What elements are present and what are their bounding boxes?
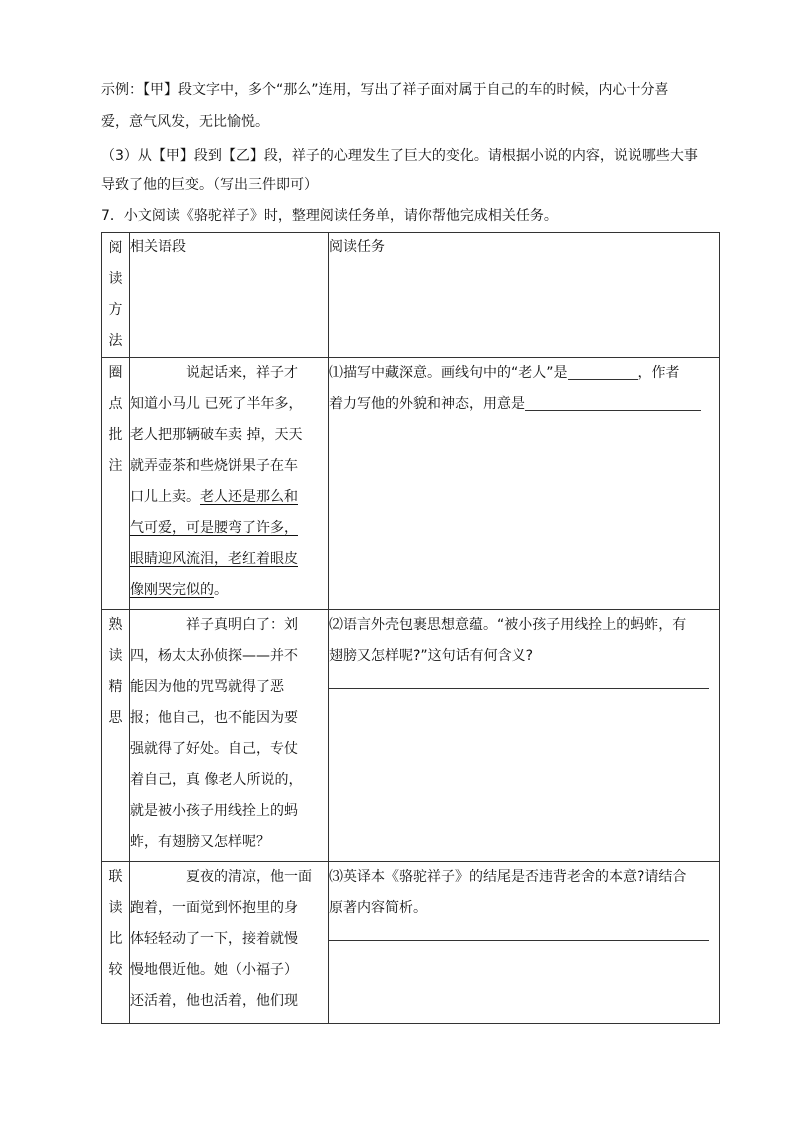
task-2-text-2: 翅膀又怎样呢?”这句话有何含义?: [329, 648, 534, 664]
header-method-char: 读: [108, 271, 123, 287]
task-cell-3: [329, 862, 720, 1024]
table-header-row: [102, 233, 720, 358]
method-char: 较: [108, 962, 123, 978]
passage-line: 就是被小孩子用线拴上的蚂: [130, 803, 298, 819]
method-char: 点: [108, 396, 123, 412]
passage-line: 能因为他的咒骂就得了恶: [130, 679, 284, 695]
underlined-sentence: 眼睛迎风流泪，老红着眼皮: [130, 551, 298, 567]
passage-line: 着自己，真 像老人所说的，: [130, 772, 303, 788]
passage-line: 祥子真明白了：刘: [186, 617, 298, 633]
header-method-cell: [102, 233, 130, 358]
example-line-1: 示例：【甲】段文字中，多个“那么”连用，写出了祥子面对属于自己的车的时候，内心十分喜: [101, 82, 669, 98]
table-row-study: [102, 610, 720, 862]
passage-line: 体轻轻动了一下，接着就慢: [130, 931, 298, 947]
example-line-2: 爱，意气风发，无比愉悦。: [101, 114, 269, 130]
question-3-line-1: （3）从【甲】段到【乙】段，祥子的心理发生了巨大的变化。请根据小说的内容，说说哪些大事: [101, 148, 698, 164]
method-char: 联: [108, 869, 123, 885]
passage-line: 四，杨太太孙侦探——并不: [130, 648, 298, 664]
task-1-text-end: ，作者: [637, 365, 680, 381]
header-passage: 相关语段: [130, 233, 329, 358]
passage-cell-annotate: [130, 358, 329, 610]
method-char: 圈: [108, 365, 123, 381]
task-1-text: ⑴描写中藏深意。画线句中的“老人”是: [329, 365, 568, 381]
passage-line: 就弄壶茶和些烧饼果子在车: [130, 458, 298, 474]
method-cell-annotate: [102, 358, 130, 610]
question-3-line-2: 导致了他的巨变。（写出三件即可）: [101, 177, 318, 193]
passage-line: 慢地偎近他。她（小福子）: [130, 962, 298, 978]
method-char: 熟: [108, 617, 123, 633]
passage-line: 报；他自己，也不能因为要: [130, 710, 298, 726]
answer-line[interactable]: [329, 934, 709, 941]
table-row-annotate: [102, 358, 720, 610]
task-2-text: ⑵语言外壳包裹思想意蕴。“被小孩子用线拴上的蚂蚱，有: [329, 617, 687, 633]
method-char: 精: [108, 679, 123, 695]
task-1-text-2: 着力写他的外貌和神态，用意是: [329, 396, 525, 412]
method-char: 批: [108, 427, 123, 443]
question-7: 7．小文阅读《骆驼祥子》时，整理阅读任务单，请你帮他完成相关任务。: [101, 208, 558, 224]
passage-line: 老人把那辆破车卖 掉，天天: [130, 427, 303, 443]
method-cell-study: [102, 610, 130, 862]
passage-line: 蚱，有翅膀又怎样呢？: [130, 834, 270, 850]
passage-line: 。: [214, 582, 228, 598]
passage-line: 知道小马儿 已死了半年多，: [130, 396, 303, 412]
passage-cell-study: [130, 610, 329, 862]
underlined-sentence: 老人还是那么和: [200, 489, 298, 505]
table-row-compare: [102, 862, 720, 1024]
answer-blank[interactable]: [525, 394, 701, 411]
reading-task-table: [101, 232, 720, 1024]
passage-line: 跑着，一面觉到怀抱里的身: [130, 900, 298, 916]
passage-line: 还活着，他也活着，他们现: [130, 993, 298, 1009]
passage-line: 说起话来，祥子才: [186, 365, 298, 381]
task-3-text: ⑶英译本《骆驼祥子》的结尾是否违背老舍的本意?请结合: [329, 869, 687, 885]
task-3-text-2: 原著内容简析。: [329, 900, 427, 916]
method-cell-compare: [102, 862, 130, 1024]
method-char: 读: [108, 900, 123, 916]
passage-line: 夏夜的清凉，他一面: [186, 869, 312, 885]
answer-blank[interactable]: [568, 363, 638, 380]
method-char: 比: [108, 931, 123, 947]
header-task: 阅读任务: [329, 233, 720, 358]
method-char: 思: [108, 710, 123, 726]
header-method-char: 法: [108, 333, 123, 349]
method-char: 注: [108, 458, 123, 474]
method-char: 读: [108, 648, 123, 664]
underlined-sentence: 气可爱，可是腰弯了许多，: [130, 520, 298, 536]
passage-line: 口儿上卖。: [130, 489, 200, 505]
task-cell-2: [329, 610, 720, 862]
answer-line[interactable]: [329, 682, 709, 689]
task-cell-1: [329, 358, 720, 610]
passage-cell-compare: [130, 862, 329, 1024]
passage-line: 强就得了好处。自己，专仗: [130, 741, 298, 757]
header-method-char: 方: [108, 302, 123, 318]
underlined-sentence: 像刚哭完似的: [130, 582, 214, 598]
header-method-char: 阅: [108, 240, 123, 256]
